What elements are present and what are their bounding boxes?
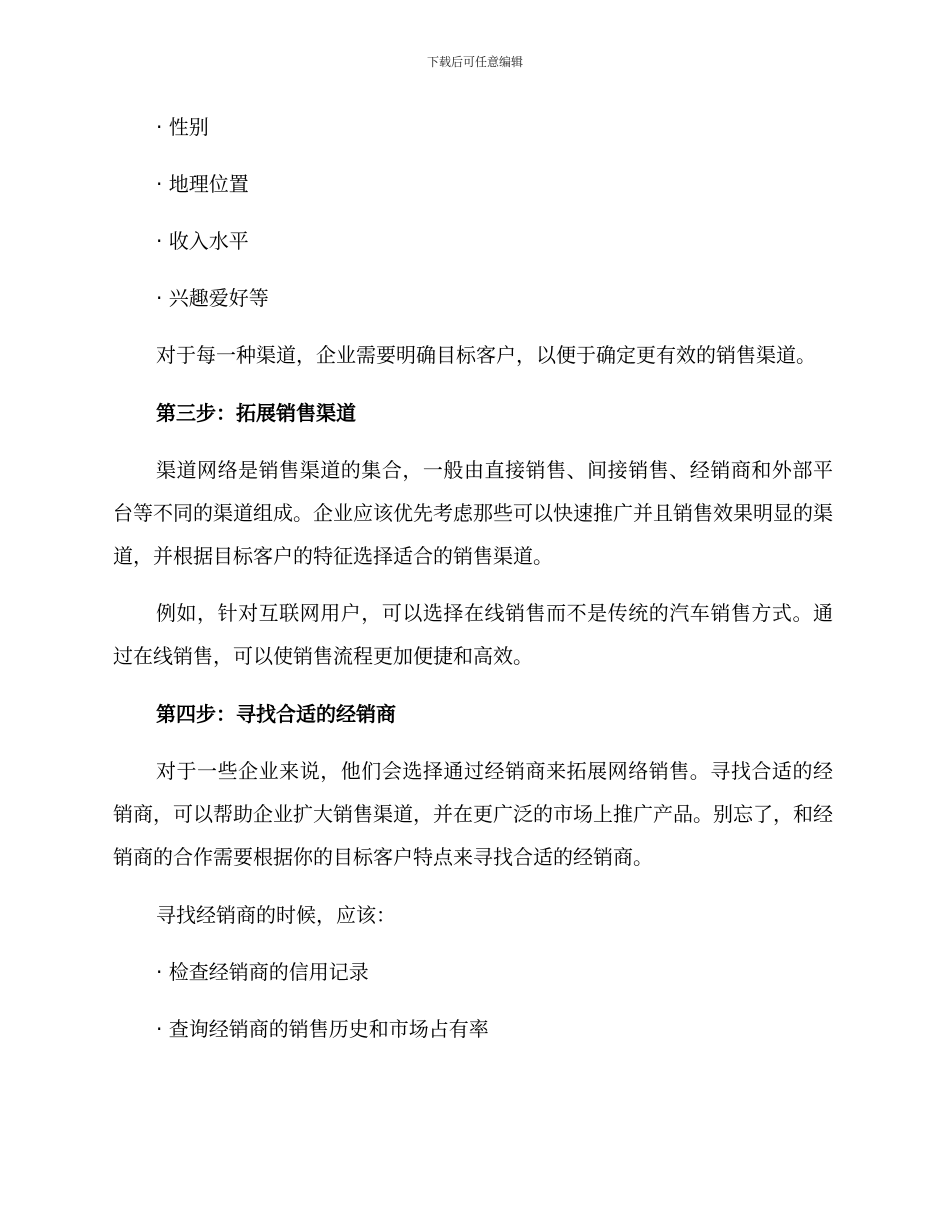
bullet-interests: · 兴趣爱好等 [156, 286, 269, 310]
paragraph-channel-network: 渠道网络是销售渠道的集合，一般由直接销售、间接销售、经销商和外部平台等不同的渠道组成。企业应该优先考虑那些可以快速推广并且销售效果明显的渠道，并根据目标客户的特征选择适合的销售渠道。 [113, 458, 833, 568]
bullet-location: · 地理位置 [156, 172, 249, 196]
paragraph-online-sales: 例如，针对互联网用户，可以选择在线销售而不是传统的汽车销售方式。通过在线销售，可以使销售流程更加便捷和高效。 [113, 601, 833, 668]
lead-dealer-checklist: 寻找经销商的时候，应该： [156, 903, 396, 927]
heading-step-three: 第三步：拓展销售渠道 [156, 401, 356, 425]
bullet-sales-history: · 查询经销商的销售历史和市场占有率 [156, 1017, 489, 1041]
paragraph-dealers: 对于一些企业来说，他们会选择通过经销商来拓展网络销售。寻找合适的经销商，可以帮助企业扩大销售渠道，并在更广泛的市场上推广产品。别忘了，和经销商的合作需要根据你的目标客户特点来寻找合适的经销商。 [113, 759, 833, 869]
paragraph-target-customers: 对于每一种渠道，企业需要明确目标客户，以便于确定更有效的销售渠道。 [156, 343, 816, 367]
document-body [113, 112, 833, 1044]
bullet-credit-record: · 检查经销商的信用记录 [156, 960, 369, 984]
heading-step-four: 第四步：寻找合适的经销商 [156, 702, 396, 726]
bullet-income: · 收入水平 [156, 229, 249, 253]
page-header: 下载后可任意编辑 [426, 55, 523, 69]
bullet-gender: · 性别 [156, 115, 209, 139]
